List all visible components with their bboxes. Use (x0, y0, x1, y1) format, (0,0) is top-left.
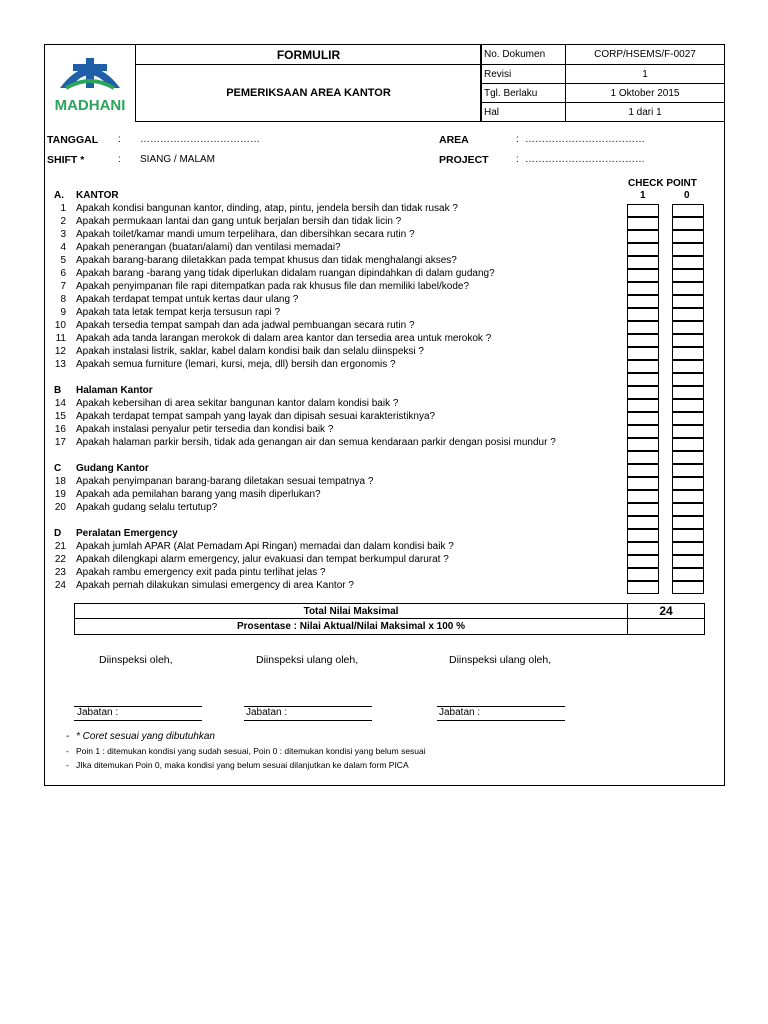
checkpoint-1-box[interactable] (627, 516, 659, 529)
meta-value: 1 Oktober 2015 (565, 83, 725, 103)
logo-text: MADHANI (54, 97, 126, 114)
checkpoint-0-box[interactable] (672, 373, 704, 386)
item-number: 3 (60, 229, 66, 240)
item-question: Apakah permukaan lantai dan gang untuk berjalan bersih dan tidak licin ? (76, 216, 402, 227)
checkpoint-0-box[interactable] (672, 490, 704, 503)
item-number: 23 (54, 567, 66, 578)
checkpoint-0-box[interactable] (672, 568, 704, 581)
reinspected-by-label: Diinspeksi ulang oleh, (449, 654, 552, 666)
checkpoint-1-box[interactable] (627, 451, 659, 464)
item-question: Apakah tata letak tempat kerja tersusun rapi ? (76, 307, 281, 318)
checkpoint-1-box[interactable] (627, 412, 659, 425)
note-text: * Coret sesuai yang dibutuhkan (76, 731, 215, 742)
checkpoint-1-box[interactable] (627, 256, 659, 269)
checkpoint-1-box[interactable] (627, 542, 659, 555)
item-question: Apakah instalasi listrik, saklar, kabel dalam kondisi baik dan selalu diinspeksi ? (76, 346, 424, 357)
checkpoint-col-1: 1 (640, 190, 646, 201)
area-field[interactable]: ……………………………… (525, 134, 645, 145)
checkpoint-1-box[interactable] (627, 464, 659, 477)
checkpoint-0-box[interactable] (672, 347, 704, 360)
checkpoint-1-box[interactable] (627, 529, 659, 542)
jabatan-label: Jabatan : (77, 707, 119, 718)
checkpoint-0-box[interactable] (672, 269, 704, 282)
item-question: Apakah jumlah APAR (Alat Pemadam Api Ringan) memadai dan dalam kondisi baik ? (76, 541, 454, 552)
item-question: Apakah halaman parkir bersih, tidak ada genangan air dan semua kendaraan parkir dengan posisi mundur ? (76, 437, 556, 448)
item-question: Apakah toilet/kamar mandi umum terpelihara, dan dibersihkan secara rutin ? (76, 229, 415, 240)
item-number: 6 (60, 268, 66, 279)
checkpoint-1-box[interactable] (627, 555, 659, 568)
percentage-label: Prosentase : Nilai Aktual/Nilai Maksimal x 100 % (74, 618, 628, 635)
checkpoint-1-box[interactable] (627, 204, 659, 217)
checkpoint-0-box[interactable] (672, 334, 704, 347)
checkpoint-1-box[interactable] (627, 581, 659, 594)
checkpoint-1-box[interactable] (627, 295, 659, 308)
item-number: 18 (54, 476, 66, 487)
checkpoint-1-box[interactable] (627, 490, 659, 503)
item-question: Apakah semua furniture (lemari, kursi, meja, dll) bersih dan ergonomis ? (76, 359, 396, 370)
madhani-logo-icon (44, 44, 136, 122)
checkpoint-0-box[interactable] (672, 581, 704, 594)
checkpoint-0-box[interactable] (672, 230, 704, 243)
checkpoint-0-box[interactable] (672, 516, 704, 529)
note-bullet: - (66, 760, 69, 770)
item-number: 17 (54, 437, 66, 448)
checkpoint-1-box[interactable] (627, 308, 659, 321)
checkpoint-title: CHECK POINT (628, 178, 697, 189)
tanggal-field[interactable]: ……………………………… (140, 134, 260, 145)
item-question: Apakah pernah dilakukan simulasi emergency di area Kantor ? (76, 580, 354, 591)
item-number: 4 (60, 242, 66, 253)
section-id: B (54, 385, 62, 396)
item-number: 11 (55, 333, 66, 344)
item-question: Apakah kondisi bangunan kantor, dinding, atap, pintu, jendela bersih dan tidak rusak ? (76, 203, 458, 214)
section-id: C (54, 463, 62, 474)
checkpoint-1-box[interactable] (627, 503, 659, 516)
shift-label: SHIFT * (47, 154, 85, 166)
item-question: Apakah barang -barang yang tidak diperlukan didalam ruangan dipindahkan di dalam gudang? (76, 268, 495, 279)
checkpoint-1-box[interactable] (627, 282, 659, 295)
meta-value: 1 (565, 64, 725, 84)
checkpoint-0-box[interactable] (672, 386, 704, 399)
form-header (44, 44, 725, 122)
total-max-value: 24 (627, 603, 705, 619)
section-title: KANTOR (76, 190, 119, 201)
jabatan-line[interactable] (244, 720, 372, 721)
item-question: Apakah dilengkapi alarm emergency, jalur evakuasi dan tempat berkumpul darurat ? (76, 554, 449, 565)
item-question: Apakah terdapat tempat sampah yang layak dan dipisah sesuai karakteristiknya? (76, 411, 436, 422)
checkpoint-1-box[interactable] (627, 568, 659, 581)
checkpoint-1-box[interactable] (627, 230, 659, 243)
checkpoint-0-box[interactable] (672, 451, 704, 464)
jabatan-line[interactable] (74, 720, 202, 721)
checkpoint-0-box[interactable] (672, 243, 704, 256)
item-number: 19 (54, 489, 66, 500)
checkpoint-0-box[interactable] (672, 425, 704, 438)
reinspected-by-label: Diinspeksi ulang oleh, (256, 654, 359, 666)
item-question: Apakah kebersihan di area sekitar bangunan kantor dalam kondisi baik ? (76, 398, 399, 409)
item-question: Apakah ada tanda larangan merokok di dalam area kantor dan tersedia area untuk merokok ? (76, 333, 492, 344)
item-number: 5 (60, 255, 66, 266)
checkpoint-1-box[interactable] (627, 243, 659, 256)
item-number: 21 (54, 541, 66, 552)
checkpoint-0-box[interactable] (672, 360, 704, 373)
checkpoint-1-box[interactable] (627, 477, 659, 490)
note-text: JIka ditemukan Poin 0, maka kondisi yang belum sesuai dilanjutkan ke dalam form PICA (76, 760, 409, 770)
form-title: FORMULIR (135, 44, 482, 65)
meta-label: Revisi (480, 64, 566, 84)
checkpoint-0-box[interactable] (672, 464, 704, 477)
item-number: 8 (60, 294, 66, 305)
checkpoint-1-box[interactable] (627, 360, 659, 373)
jabatan-label: Jabatan : (246, 707, 288, 718)
jabatan-line[interactable] (437, 720, 565, 721)
section-id: A. (54, 190, 64, 201)
tanggal-label: TANGGAL (47, 134, 99, 146)
checkpoint-0-box[interactable] (672, 282, 704, 295)
note-text: Poin 1 : ditemukan kondisi yang sudah sesuai, Poin 0 : ditemukan kondisi yang belum sesuai (76, 746, 426, 756)
item-number: 14 (54, 398, 66, 409)
meta-value: 1 dari 1 (565, 102, 725, 122)
document-title: PEMERIKSAAN AREA KANTOR (135, 64, 482, 122)
colon: : (516, 154, 519, 165)
meta-label: Hal (480, 102, 566, 122)
section-title: Peralatan Emergency (76, 528, 178, 539)
item-question: Apakah rambu emergency exit pada pintu terlihat jelas ? (76, 567, 326, 578)
item-number: 20 (54, 502, 66, 513)
checkpoint-0-box[interactable] (672, 555, 704, 568)
checkpoint-1-box[interactable] (627, 269, 659, 282)
checkpoint-0-box[interactable] (672, 204, 704, 217)
checkpoint-0-box[interactable] (672, 217, 704, 230)
item-question: Apakah tersedia tempat sampah dan ada jadwal pembuangan secara rutin ? (76, 320, 415, 331)
checkpoint-1-box[interactable] (627, 399, 659, 412)
item-question: Apakah penyimpanan barang-barang diletakan sesuai tempatnya ? (76, 476, 374, 487)
item-number: 24 (54, 580, 66, 591)
section-id: D (54, 528, 62, 539)
checkpoint-0-box[interactable] (672, 542, 704, 555)
item-question: Apakah barang-barang diletakkan pada tempat khusus dan tidak menghalangi akses? (76, 255, 457, 266)
checkpoint-0-box[interactable] (672, 256, 704, 269)
note-bullet: - (66, 746, 69, 756)
item-question: Apakah terdapat tempat untuk kertas daur ulang ? (76, 294, 299, 305)
colon: : (118, 134, 121, 145)
checkpoint-0-box[interactable] (672, 529, 704, 542)
checkpoint-0-box[interactable] (672, 308, 704, 321)
item-number: 15 (54, 411, 66, 422)
percentage-value[interactable] (627, 618, 705, 635)
item-number: 22 (54, 554, 66, 565)
item-question: Apakah ada pemilahan barang yang masih diperlukan? (76, 489, 321, 500)
inspected-by-label: Diinspeksi oleh, (99, 654, 173, 666)
jabatan-label: Jabatan : (439, 707, 481, 718)
company-logo (44, 44, 136, 122)
area-label: AREA (439, 134, 469, 146)
checkpoint-0-box[interactable] (672, 477, 704, 490)
shift-field[interactable]: SIANG / MALAM (140, 154, 216, 165)
meta-value: CORP/HSEMS/F-0027 (565, 44, 725, 65)
checkpoint-0-box[interactable] (672, 503, 704, 516)
section-title: Halaman Kantor (76, 385, 153, 396)
checkpoint-1-box[interactable] (627, 321, 659, 334)
note-bullet: - (66, 731, 70, 742)
item-number: 7 (60, 281, 66, 292)
checkpoint-0-box[interactable] (672, 438, 704, 451)
checkpoint-1-box[interactable] (627, 334, 659, 347)
checkpoint-1-box[interactable] (627, 373, 659, 386)
section-title: Gudang Kantor (76, 463, 149, 474)
checkpoint-1-box[interactable] (627, 347, 659, 360)
item-number: 16 (54, 424, 66, 435)
project-field[interactable]: ……………………………… (525, 154, 645, 165)
colon: : (118, 154, 121, 165)
item-question: Apakah penyimpanan file rapi ditempatkan pada rak khusus file dan memiliki label/kode? (76, 281, 470, 292)
project-label: PROJECT (439, 154, 489, 166)
checkpoint-0-box[interactable] (672, 321, 704, 334)
checkpoint-1-box[interactable] (627, 217, 659, 230)
meta-label: Tgl. Berlaku (480, 83, 566, 103)
checkpoint-1-box[interactable] (627, 438, 659, 451)
checkpoint-1-box[interactable] (627, 425, 659, 438)
item-question: Apakah penerangan (buatan/alami) dan ventilasi memadai? (76, 242, 341, 253)
checkpoint-0-box[interactable] (672, 295, 704, 308)
checkpoint-0-box[interactable] (672, 412, 704, 425)
item-number: 12 (54, 346, 66, 357)
checkpoint-1-box[interactable] (627, 386, 659, 399)
meta-label: No. Dokumen (480, 44, 566, 65)
item-number: 9 (60, 307, 66, 318)
checkpoint-col-0: 0 (684, 190, 690, 201)
item-number: 1 (60, 203, 66, 214)
total-max-label: Total Nilai Maksimal (74, 603, 628, 619)
item-number: 10 (54, 320, 66, 331)
item-question: Apakah instalasi penyalur petir tersedia dan kondisi baik ? (76, 424, 334, 435)
item-number: 13 (54, 359, 66, 370)
checkpoint-0-box[interactable] (672, 399, 704, 412)
item-question: Apakah gudang selalu tertutup? (76, 502, 218, 513)
colon: : (516, 134, 519, 145)
item-number: 2 (60, 216, 66, 227)
